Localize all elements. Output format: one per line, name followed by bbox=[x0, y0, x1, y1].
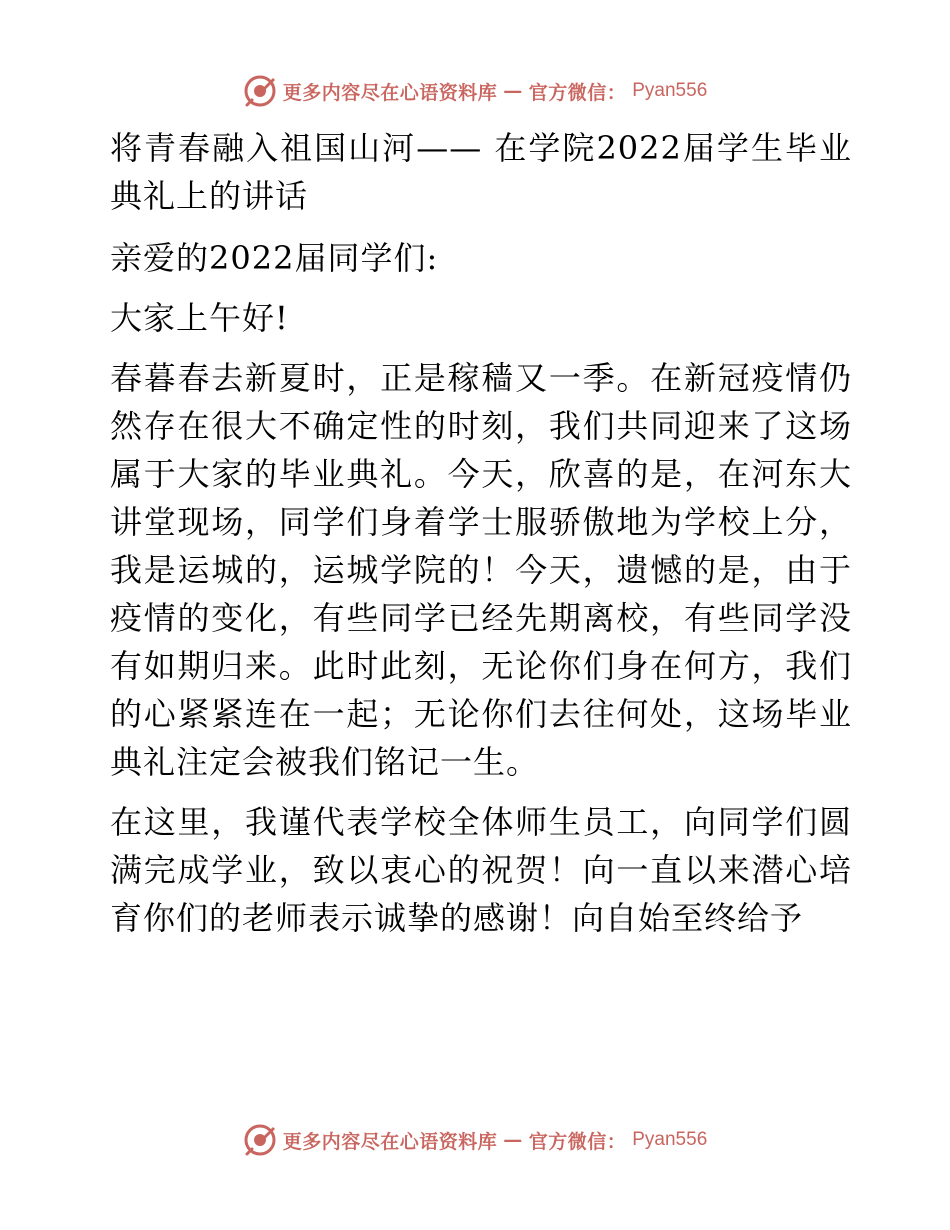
pen-logo-icon bbox=[243, 1123, 277, 1157]
watermark-brand: 更多内容尽在心语资料库 bbox=[282, 1130, 498, 1153]
watermark-wechat-id: Pyan556 bbox=[632, 80, 708, 101]
document-body bbox=[100, 124, 852, 954]
greeting: 大家上午好! bbox=[110, 299, 289, 337]
watermark-separator: — bbox=[503, 1129, 523, 1151]
watermark-footer bbox=[0, 1120, 950, 1160]
document-title: 将青春融入祖国山河—— 在学院2022届学生毕业典礼上的讲话 bbox=[110, 129, 852, 215]
watermark-brand: 更多内容尽在心语资料库 bbox=[282, 81, 498, 104]
pen-logo-icon bbox=[243, 74, 277, 108]
watermark-wechat-label: 官方微信： bbox=[528, 1130, 627, 1153]
watermark-wechat-label: 官方微信： bbox=[528, 81, 627, 104]
watermark-wechat-id: Pyan556 bbox=[632, 1129, 708, 1150]
paragraph-1: 春暮春去新夏时，正是稼穑又一季。在新冠疫情仍然存在很大不确定性的时刻，我们共同迎来了这场属于大家的毕业典礼。今天，欣喜的是，在河东大讲堂现场，同学们身着学士服骄傲地为学校上分，我是运城的，运城学院的！今天，遗憾的是，由于疫情的变化，有些同学已经先期离校，有些同学没有如期归来。此时此刻，无论你们身在何方，我们的心紧紧连在一起；无论你们去往何处，这场毕业典礼注定会被我们铭记一生。 bbox=[110, 359, 852, 781]
salutation: 亲爱的2022届同学们: bbox=[110, 239, 439, 277]
watermark-separator: — bbox=[503, 80, 523, 102]
watermark-header bbox=[0, 71, 950, 111]
paragraph-2: 在这里，我谨代表学校全体师生员工，向同学们圆满完成学业，致以衷心的祝贺！向一直以来潜心培育你们的老师表示诚挚的感谢！向自始至终给予 bbox=[110, 803, 852, 937]
